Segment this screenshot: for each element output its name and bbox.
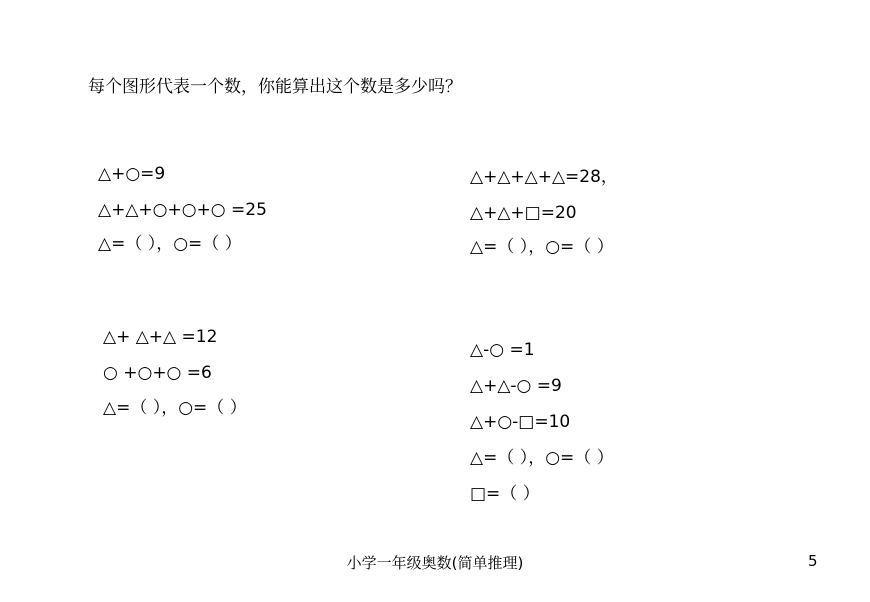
problem-2-line-1: △+△+△+△=28， xyxy=(470,167,618,187)
page-number: 5 xyxy=(808,552,818,570)
problem-2-line-2: △+△+□=20 xyxy=(470,203,577,223)
problem-1-line-2: △+△+○+○+○ =25 xyxy=(98,200,267,220)
footer-title: 小学一年级奥数(简单推理) xyxy=(346,554,524,572)
problem-2-answer-line: △=（ ），○=（ ） xyxy=(470,237,614,257)
problem-1-line-1: △+○=9 xyxy=(98,164,166,184)
page-heading: 每个图形代表一个数，你能算出这个数是多少吗？ xyxy=(88,77,462,97)
problem-4-line-2: △+△-○ =9 xyxy=(470,376,562,396)
problem-3-answer-line: △=（ ），○=（ ） xyxy=(103,398,247,418)
problem-4-square-answer-line: □=（ ） xyxy=(470,484,540,504)
problem-4-answer-line: △=（ ），○=（ ） xyxy=(470,448,614,468)
problem-4-line-1: △-○ =1 xyxy=(470,340,535,360)
problem-1-answer-line: △=（ ），○=（ ） xyxy=(98,234,242,254)
problem-4-line-3: △+○-□=10 xyxy=(470,412,571,432)
problem-3-line-2: ○ +○+○ =6 xyxy=(103,363,212,383)
problem-3-line-1: △+ △+△ =12 xyxy=(103,327,218,347)
